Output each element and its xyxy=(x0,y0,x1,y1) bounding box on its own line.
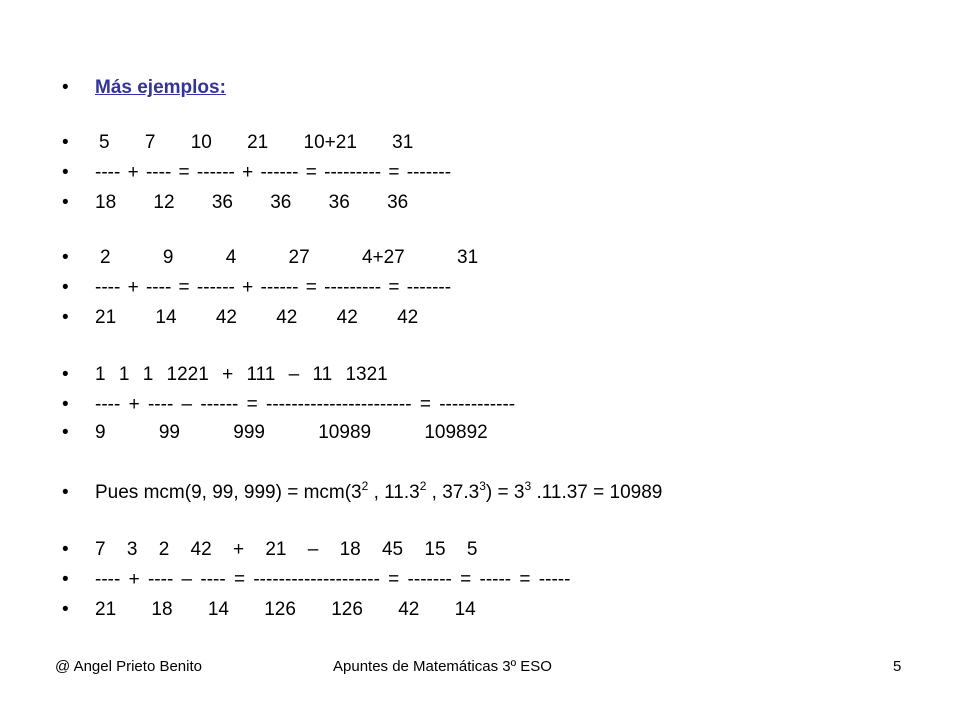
mcm-part-a: Pues mcm(9, 99, 999) = mcm(3 xyxy=(95,482,362,503)
mcm-part-e: .11.37 = 10989 xyxy=(531,482,663,503)
mcm-part-c: , 37.3 xyxy=(426,482,480,503)
ex3-den-text: 9 99 999 10989 109892 xyxy=(95,422,488,443)
mcm-exp-2: 2 xyxy=(419,478,427,493)
ex3-num-text: 1 1 1 1221 + 111 – 11 1321 xyxy=(95,364,388,385)
mcm-exp-3: 3 xyxy=(479,478,486,493)
slide-title: Más ejemplos: xyxy=(95,77,226,98)
footer-author: @ Angel Prieto Benito xyxy=(55,658,202,675)
bullet: • xyxy=(62,162,69,183)
ex3-bar-text: ---- + ---- – ------ = ----------------------- = ------------ xyxy=(95,394,516,415)
bullet: • xyxy=(62,482,69,503)
ex2-bar-text: ---- + ---- = ------ + ------ = --------- = ------- xyxy=(95,277,452,298)
bullet: • xyxy=(62,394,69,415)
bullet: • xyxy=(62,192,69,213)
footer-course: Apuntes de Matemáticas 3º ESO xyxy=(333,658,552,675)
ex4-den-text: 21 18 14 126 126 42 14 xyxy=(95,599,476,620)
ex2-num-text: 2 9 4 27 4+27 31 xyxy=(100,247,479,268)
bullet: • xyxy=(62,307,69,328)
ex1-den-text: 18 12 36 36 36 36 xyxy=(95,192,409,213)
bullet: • xyxy=(62,277,69,298)
ex1-bar-text: ---- + ---- = ------ + ------ = --------- = ------- xyxy=(95,162,452,183)
mcm-explanation xyxy=(95,480,662,506)
bullet: • xyxy=(62,539,69,560)
mcm-part-d: ) = 3 xyxy=(485,482,525,503)
bullet: • xyxy=(62,77,69,98)
mcm-part-b: , 11.3 xyxy=(368,482,420,503)
bullet: • xyxy=(62,247,69,268)
mcm-exp-1: 2 xyxy=(361,478,369,493)
bullet: • xyxy=(62,569,69,590)
mcm-exp-4: 3 xyxy=(524,478,532,493)
ex2-den-text: 21 14 42 42 42 42 xyxy=(95,307,419,328)
bullet: • xyxy=(62,364,69,385)
ex4-bar-text: ---- + ---- – ---- = -------------------- = ------- = ----- = ----- xyxy=(95,569,571,590)
ex1-num-text: 5 7 10 21 10+21 31 xyxy=(99,132,414,153)
bullet: • xyxy=(62,599,69,620)
bullet: • xyxy=(62,132,69,153)
footer-page-number: 5 xyxy=(893,658,902,675)
ex4-num-text: 7 3 2 42 + 21 – 18 45 15 5 xyxy=(95,539,478,560)
bullet: • xyxy=(62,422,69,443)
